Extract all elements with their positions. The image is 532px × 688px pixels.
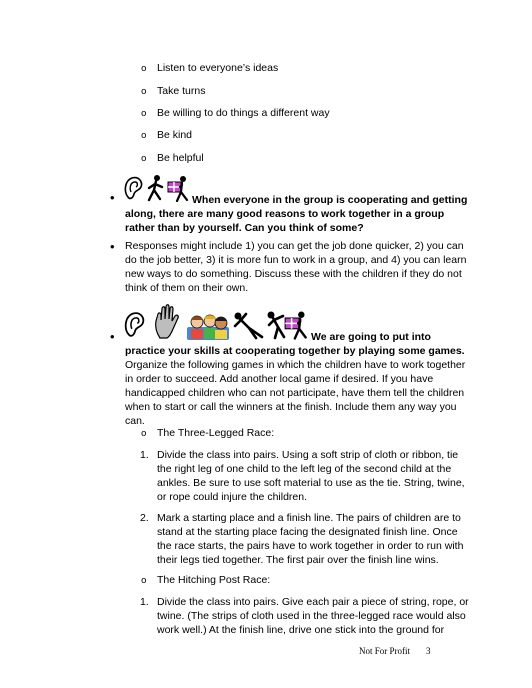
step-line: ankles. Be sure to use soft material to use as the tie. String, twine, [157, 477, 465, 489]
sub-bullet: o [141, 154, 147, 164]
list-item: Take turns [157, 85, 206, 97]
step-line: or rope could injure the children. [157, 491, 308, 503]
paragraph-line: Responses might include 1) you can get the job done quicker, 2) you can [125, 240, 464, 252]
step-line: Divide the class into pairs. Give each pair a piece of string, rope, or [157, 596, 469, 608]
step-line: the race starts, the pairs have to work together in order to run with [157, 540, 464, 552]
sub-bullet: o [141, 87, 147, 97]
step-line: twine. (The strips of cloth used in the three-legged race would also [157, 610, 466, 622]
footer-text: Not For Profit [359, 646, 411, 656]
bullet-bold-text: When everyone in the group is cooperating and getting [192, 194, 468, 206]
children-group-icon [186, 313, 230, 341]
paragraph-line: handicapped children who can not participate, have them tell the children [125, 387, 465, 399]
paragraph-line: in order to succeed. Add another local game if desired. If you have [125, 373, 434, 385]
paragraph-line: new ways to do something. Discuss these with the children if they do not [125, 268, 462, 280]
sub-bullet: o [141, 131, 147, 141]
step-line: work well.) At the finish line, drive one stick into the ground for [157, 624, 445, 636]
bullet-bold-text: rather than by yourself. Can you think of some? [125, 222, 364, 234]
sub-bullet: o [141, 576, 147, 586]
step-line: their legs tied together. The first pair over the finish line wins. [157, 554, 439, 566]
ear-icon [122, 310, 146, 340]
stretching-figure-icon [232, 310, 266, 340]
step-number: 2. [140, 512, 149, 524]
step-line: the right leg of one child to the left leg of the second child at the [157, 463, 452, 475]
step-line: stand at the starting place facing the designated finish line. Once [157, 526, 458, 538]
list-item: Be helpful [157, 152, 204, 164]
bullet-bold-text: practice your skills at cooperating together by playing some games. [125, 345, 465, 357]
step-number: 1. [140, 596, 149, 608]
bullet-bold-text: along, there are many good reasons to work together in a group [125, 208, 445, 220]
bullet: • [110, 329, 115, 344]
game-title: The Hitching Post Race: [157, 574, 271, 586]
sub-bullet: o [141, 64, 147, 74]
list-item: Listen to everyone’s ideas [157, 62, 279, 74]
bullet: • [110, 239, 115, 254]
paragraph-line: when to start or call the winners at the finish. Include them any way you [125, 401, 457, 413]
paragraph-line: can. [125, 415, 145, 427]
walking-figure-icon [146, 174, 166, 202]
bullet: • [110, 190, 115, 205]
sub-bullet: o [141, 429, 147, 439]
paragraph-line: do the job better, 3) it is more fun to work in a group, and 4) you can learn [125, 254, 467, 266]
hand-icon [152, 304, 180, 340]
page-number: 3 [426, 646, 431, 656]
ear-icon [122, 175, 144, 202]
step-line: Divide the class into pairs. Using a soft strip of cloth or ribbon, tie [157, 449, 459, 461]
step-line: Mark a starting place and a finish line. The pairs of children are to [157, 512, 461, 524]
list-item: Be kind [157, 129, 193, 141]
gift-carrier-icon [166, 175, 192, 202]
list-item: Be willing to do things a different way [157, 107, 330, 119]
game-title: The Three-Legged Race: [157, 427, 275, 439]
paragraph-line: think of them on their own. [125, 282, 249, 294]
gift-carrier-icon-2 [283, 310, 311, 340]
step-number: 1. [140, 449, 149, 461]
sub-bullet: o [141, 109, 147, 119]
bullet-bold-text: We are going to put into [311, 331, 431, 343]
paragraph-line: Organize the following games in which the children have to work together [125, 359, 466, 371]
